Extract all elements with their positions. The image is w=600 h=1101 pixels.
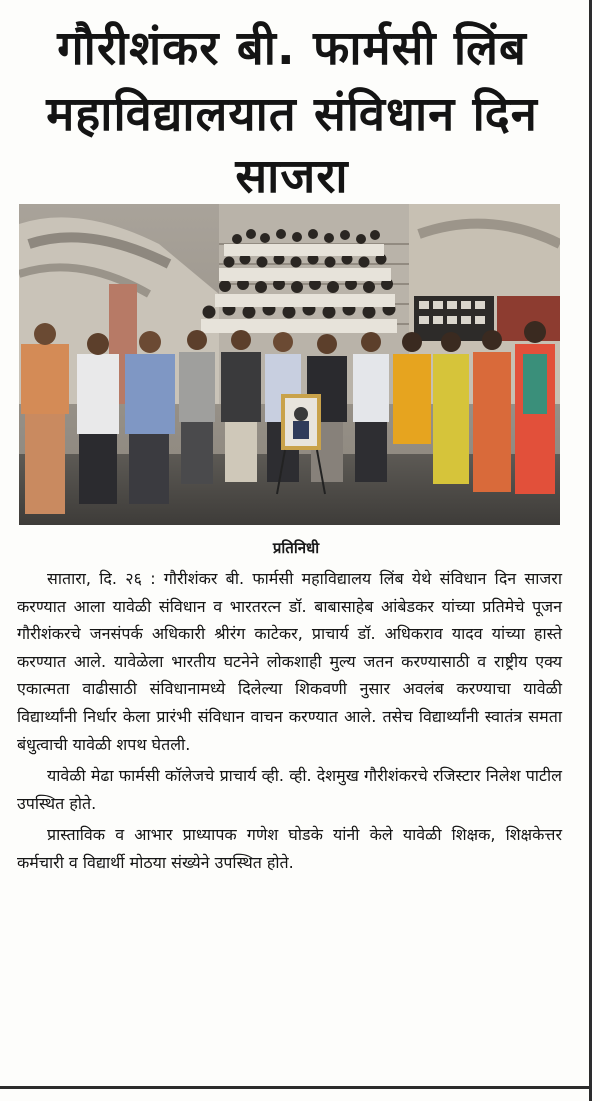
paragraph-3: प्रास्ताविक व आभार प्राध्यापक गणेश घोडके यांनी केले यावेळी शिक्षक, शिक्षकेत्तर कर्मचारी व विद्यार्थी मोठया संख्येने उपस्थित होते.: [17, 825, 562, 872]
group-photo-image: [19, 204, 560, 525]
headline: [12, 18, 572, 208]
article-body: [17, 565, 562, 877]
byline: प्रतिनिधी: [272, 539, 320, 557]
group-photo: [19, 204, 560, 525]
paragraph-1: सातारा, दि. २६ : गौरीशंकर बी. फार्मसी महाविद्यालय लिंब येथे संविधान दिन साजरा करण्यात आला यावेळी संविधान व भारतरत्न डॉ. बाबासाहेब आंबेडकर यांच्या प्रतिमेचे पूजन गौरीशंकरचे जनसंपर्क अधिकारी श्रीरंग काटेकर, प्राचार्य डॉ. अधिकराव यादव यांच्या हास्ते करण्यात आले. यावेळेला भारतीय घटनेने लोकशाही मुल्य जतन करण्यासाठी व राष्ट्रीय एक्य एकात्मता वाढीसाठी संविधानामध्ये दिलेल्या शिकवणी नुसार अवलंब करण्याचा यावेळी विद्यार्थ्यांनी निर्धार केला प्रारंभी संविधान वाचन करण्यात आले. तसेच विद्यार्थ्यांनी स्वातंत्र समता बंधुत्वाची यावेळी शपथ घेतली.: [17, 569, 562, 754]
paragraph-2: यावेळी मेढा फार्मसी कॉलेजचे प्राचार्य व्ही. व्ही. देशमुख गौरीशंकरचे रजिस्टार निलेश पाटील उपस्थित होते.: [17, 766, 562, 813]
border-bottom: [0, 1086, 592, 1089]
headline-line-2: महाविद्यालयात संविधान दिन साजरा: [46, 87, 538, 204]
headline-line-1: गौरीशंकर बी. फार्मसी लिंब: [57, 21, 527, 76]
